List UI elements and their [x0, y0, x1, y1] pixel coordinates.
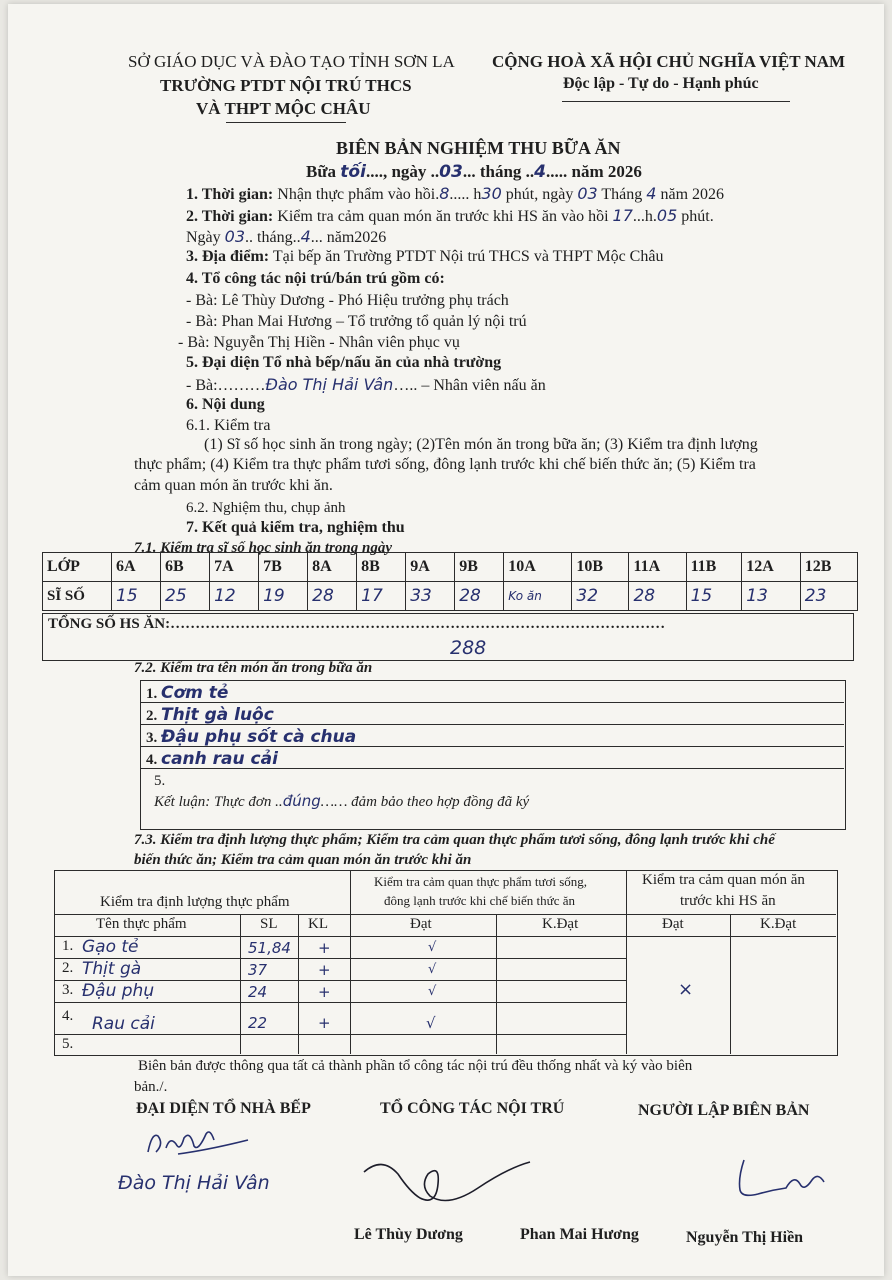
member-2: - Bà: Phan Mai Hương – Tổ trưởng tổ quản lý nội trú — [186, 313, 527, 330]
nation-name: CỘNG HOÀ XÃ HỘI CHỦ NGHĨA VIỆT NAM — [492, 52, 846, 71]
header-underline-left — [226, 122, 346, 123]
count-cell: 28 — [308, 582, 357, 611]
document-page: SỞ GIÁO DỤC VÀ ĐÀO TẠO TỈNH SƠN LA TRƯỜNG PTDT NỘI TRÚ THCS VÀ THPT MỘC CHÂU CỘNG HOÀ XÃ HỘI CHỦ NGHĨA VIỆT NAM Độc lập - Tự do - Hạnh phúc BIÊN BẢN NGHIỆM THU BỮA ĂN Bữa tối...., ngày ..03... tháng ..4..... năm 2026 1. Thời gian: Nhận thực phẩm vào hồi.8..... h30 phút, ngày 03 Tháng 4 năm 2026 2. Thời gian: Kiểm tra cảm quan món ăn trước khi HS ăn vào hồi 17...h.05 phút. Ngày 03.. tháng..4... năm2026 3. Địa điểm: Tại bếp ăn Trường PTDT Nội trú THCS và THPT Mộc Châu 4. Tổ công tác nội trú/bán trú gồm có: - Bà: Lê Thùy Dương - Phó Hiệu trưởng phụ trách - Bà: Phan Mai Hương – Tổ trưởng tổ quản lý nội trú - Bà: Nguyễn Thị Hiền - Nhân viên phục vụ 5. Đại diện Tổ nhà bếp/nấu ăn của nhà trường - Bà:………Đào Thị Hải Vân….. – Nhân viên nấu ăn 6. Nội dung 6.1. Kiểm tra (1) Sĩ số học sinh ăn trong ngày; (2)Tên món ăn trong bữa ăn; (3) Kiểm tra định lượng thực phẩm; (4) Kiểm tra thực phẩm tươi sống, đông lạnh trước khi chế biến thức ăn; (5) Kiểm tra cảm quan món ăn trước khi ăn. 6.2. Nghiệm thu, chụp ảnh 7. Kết quả kiểm tra, nghiệm thu 7.1. Kiểm tra sĩ số học sinh ăn trong ngày LỚP 6A 6B 7A 7B 8A 8B 9A 9B 10A 10B 11A 11B 12A 12B SĨ SỐ 15 25 12 19 28 17 33 28 Ko ăn 32 28 15 13 23 TỔNG SỐ HS ĂN:……………………………………………………………………………………… 288 7.2. Kiểm tra tên món ăn trong bữa ăn 1. Cơm tẻ 2. Thịt gà luộc 3. Đậu phụ sốt cà chua 4. canh rau cải 5. Kết luận: Thực đơn ..đúng…… đảm bảo theo hợp đồng đã ký 7.3. Kiểm tra định lượng thực phẩm; Kiểm tra cảm quan thực phẩm tươi sống, đông lạnh trước khi chế biến thức ăn; Kiểm tra cảm quan món ăn trước khi ăn Kiểm tra định lượng thực phẩm Kiểm tra cảm quan thực phẩm tươi sống, đông lạnh trước khi chế biến thức ăn Kiểm tra cảm quan món ăn trước khi HS ăn Tên thực phẩm SL KL Đạt K.Đạt Đạt K.Đạt 1. Gạo tẻ 51,84 + √ 2. Thịt gà 37 + √ 3. Đậu phụ 24 + √ 4. Rau cải 22 + √ 5. × Biên bản được thông qua tất cả thành phần tổ công tác nội trú đều thống nhất và ký vào biên bản./. ĐẠI DIỆN TỔ NHÀ BẾP TỔ CÔNG TÁC NỘI TRÚ NGƯỜI LẬP BIÊN BẢN Đào Thị Hải Vân Lê Thùy Dương Phan Mai Hương Nguyễn Thị Hiền — [8, 4, 884, 1276]
meal-day: 03 — [439, 162, 463, 182]
recorder-signature-scribble — [728, 1154, 838, 1204]
quantity-head-line — [54, 914, 836, 915]
item6-para-line1: (1) Sĩ số học sinh ăn trong ngày; (2)Tên món ăn trong bữa ăn; (3) Kiểm tra định lượng — [204, 436, 758, 453]
class-cell: 8A — [308, 553, 357, 582]
quantity-row-line — [54, 1002, 626, 1003]
quantity-head-mid-line2: đông lạnh trước khi chế biến thức ăn — [384, 893, 575, 908]
col-dat2-header: Đạt — [662, 916, 684, 932]
food-dat: √ — [428, 984, 437, 999]
class-cell: 8B — [357, 553, 406, 582]
count-cell: 15 — [112, 582, 161, 611]
class-cell: 6B — [161, 553, 210, 582]
class-cell: 7A — [210, 553, 259, 582]
committee-signature-scribble — [358, 1144, 538, 1214]
class-cell: 12B — [800, 553, 857, 582]
food-sl: 22 — [248, 1014, 268, 1032]
food-dat: √ — [426, 1014, 436, 1032]
menu-item: 5. — [154, 773, 166, 789]
food-dat: √ — [428, 940, 437, 955]
school-name-line2: VÀ THPT MỘC CHÂU — [196, 99, 371, 118]
food-sl: 37 — [248, 961, 268, 979]
class-row-label: LỚP — [43, 553, 112, 582]
quantity-row-line — [54, 936, 626, 937]
col-kdat-header: K.Đạt — [542, 916, 579, 932]
section-7-3-title-line1: 7.3. Kiểm tra định lượng thực phẩm; Kiểm tra cảm quan thực phẩm tươi sống, đông lạnh trước khi chế — [134, 832, 775, 848]
food-kl: + — [318, 961, 331, 979]
quantity-head-left: Kiểm tra định lượng thực phẩm — [100, 894, 290, 910]
class-cell: 6A — [112, 553, 161, 582]
count-cell: 28 — [629, 582, 686, 611]
school-name-line1: TRƯỜNG PTDT NỘI TRÚ THCS — [160, 76, 412, 95]
count-cell: 17 — [357, 582, 406, 611]
cook-name: Đào Thị Hải Vân — [265, 375, 394, 394]
menu-item: 3. Đậu phụ sốt cà chua — [146, 727, 357, 747]
signer-name-2: Phan Mai Hương — [520, 1226, 639, 1243]
quantity-col-line — [350, 870, 351, 1054]
member-1: - Bà: Lê Thùy Dương - Phó Hiệu trưởng phụ trách — [186, 292, 509, 309]
item2-line2: Ngày 03.. tháng..4... năm2026 — [186, 227, 387, 246]
count-cell: 28 — [455, 582, 504, 611]
closing-line2: bản./. — [134, 1079, 168, 1095]
item6-para-line2: thực phẩm; (4) Kiểm tra thực phẩm tươi sống, đông lạnh trước khi chế biến thức ăn; (5) Kiểm tra — [134, 456, 756, 473]
count-cell: 13 — [742, 582, 801, 611]
food-kl: + — [318, 939, 331, 957]
class-cell: 9A — [406, 553, 455, 582]
col-kl-header: KL — [308, 916, 328, 932]
item2-line1: 2. Thời gian: Kiểm tra cảm quan món ăn trước khi HS ăn vào hồi 17...h.05 phút. — [186, 206, 714, 225]
quantity-head-right-line2: trước khi HS ăn — [680, 893, 776, 909]
total-label: TỔNG SỐ HS ĂN:……………………………………………………………………………………… — [48, 616, 666, 632]
item7-label: 7. Kết quả kiểm tra, nghiệm thu — [186, 519, 405, 536]
class-cell: 10B — [572, 553, 629, 582]
quantity-col-line — [240, 914, 241, 1054]
count-cell: 15 — [686, 582, 742, 611]
motto: Độc lập - Tự do - Hạnh phúc — [563, 75, 759, 92]
class-cell: 12A — [742, 553, 801, 582]
quantity-head-mid-line1: Kiểm tra cảm quan thực phẩm tươi sống, — [374, 874, 588, 889]
item5-label: 5. Đại diện Tổ nhà bếp/nấu ăn của nhà trường — [186, 354, 502, 371]
document-title: BIÊN BẢN NGHIỆM THU BỮA ĂN — [336, 138, 621, 158]
menu-conclusion: Kết luận: Thực đơn ..đúng…… đảm bảo theo hợp đồng đã ký — [154, 792, 530, 810]
item6-sub1: 6.1. Kiểm tra — [186, 417, 271, 434]
meal-month: 4 — [534, 162, 546, 182]
count-cell: 32 — [572, 582, 629, 611]
quantity-col-line — [730, 914, 731, 1054]
food-name: Thịt gà — [82, 959, 142, 979]
section-7-3-title-line2: biến thức ăn; Kiểm tra cảm quan món ăn trước khi ăn — [134, 852, 472, 868]
count-cell: Ko ăn — [504, 582, 572, 611]
class-cell: 11B — [686, 553, 742, 582]
food-sl: 24 — [248, 983, 268, 1001]
menu-row-line — [140, 702, 844, 703]
menu-item: 2. Thịt gà luộc — [146, 705, 274, 725]
section-7-1-title: 7.1. Kiểm tra sĩ số học sinh ăn trong ngày — [134, 540, 392, 556]
class-cell: 10A — [504, 553, 572, 582]
cross-mark: × — [678, 979, 694, 1000]
class-row — [43, 553, 858, 582]
class-cell: 9B — [455, 553, 504, 582]
item4-label: 4. Tổ công tác nội trú/bán trú gồm có: — [186, 270, 445, 287]
dept-name: SỞ GIÁO DỤC VÀ ĐÀO TẠO TỈNH SƠN LA — [128, 52, 455, 71]
quantity-col-line — [626, 870, 627, 1054]
food-name: Rau cải — [92, 1014, 155, 1034]
attendance-table — [42, 552, 858, 611]
total-value: 288 — [450, 637, 487, 659]
member-3: - Bà: Nguyễn Thị Hiền - Nhân viên phục vụ — [178, 334, 460, 351]
signer-name-3: Nguyễn Thị Hiền — [686, 1229, 804, 1246]
meal-name: tối — [340, 162, 366, 182]
header-underline-right — [562, 101, 790, 102]
count-cell: 19 — [259, 582, 308, 611]
item6-para-line3: cảm quan món ăn trước khi ăn. — [134, 477, 333, 494]
count-cell: 25 — [161, 582, 210, 611]
menu-item: 1. Cơm tẻ — [146, 683, 229, 703]
col-kdat2-header: K.Đạt — [760, 916, 797, 932]
menu-item: 4. canh rau cải — [146, 749, 278, 769]
count-cell: 12 — [210, 582, 259, 611]
item5-line: - Bà:………Đào Thị Hải Vân….. – Nhân viên nấu ăn — [186, 375, 546, 394]
kitchen-sign-title: ĐẠI DIỆN TỔ NHÀ BẾP — [136, 1100, 311, 1117]
count-cell: 23 — [800, 582, 857, 611]
col-dat-header: Đạt — [410, 916, 432, 932]
count-row — [43, 582, 858, 611]
meal-line: Bữa tối...., ngày ..03... tháng ..4..... năm 2026 — [306, 162, 642, 182]
food-name: Đậu phụ — [82, 981, 155, 1001]
col-name-header: Tên thực phẩm — [96, 916, 187, 932]
item3-line: 3. Địa điểm: Tại bếp ăn Trường PTDT Nội trú THCS và THPT Mộc Châu — [186, 248, 664, 265]
committee-sign-title: TỔ CÔNG TÁC NỘI TRÚ — [380, 1100, 565, 1117]
quantity-row-line — [54, 1034, 626, 1035]
quantity-col-line — [298, 914, 299, 1054]
count-row-label: SĨ SỐ — [43, 582, 112, 611]
item6-sub2: 6.2. Nghiệm thu, chụp ảnh — [186, 500, 346, 516]
kitchen-signature-scribble — [138, 1122, 268, 1160]
recorder-sign-title: NGƯỜI LẬP BIÊN BẢN — [638, 1102, 810, 1119]
section-7-2-title: 7.2. Kiểm tra tên món ăn trong bữa ăn — [134, 660, 373, 676]
item6-label: 6. Nội dung — [186, 396, 265, 413]
food-sl: 51,84 — [248, 939, 291, 957]
class-cell: 7B — [259, 553, 308, 582]
item1-line: 1. Thời gian: Nhận thực phẩm vào hồi.8..... h30 phút, ngày 03 Tháng 4 năm 2026 — [186, 184, 725, 203]
class-cell: 11A — [629, 553, 686, 582]
signer-name-1: Lê Thùy Dương — [354, 1226, 463, 1243]
quantity-head-right-line1: Kiểm tra cảm quan món ăn — [642, 872, 805, 888]
food-name: Gạo tẻ — [82, 937, 139, 957]
col-sl-header: SL — [260, 916, 278, 932]
closing-line1: Biên bản được thông qua tất cả thành phần tổ công tác nội trú đều thống nhất và ký vào biên — [138, 1058, 693, 1074]
quantity-col-line — [496, 914, 497, 1054]
food-kl: + — [318, 1014, 331, 1032]
food-dat: √ — [428, 962, 437, 977]
quantity-row-line — [626, 936, 836, 937]
count-cell: 33 — [406, 582, 455, 611]
kitchen-signature-name: Đào Thị Hải Vân — [118, 1172, 270, 1194]
food-kl: + — [318, 983, 331, 1001]
